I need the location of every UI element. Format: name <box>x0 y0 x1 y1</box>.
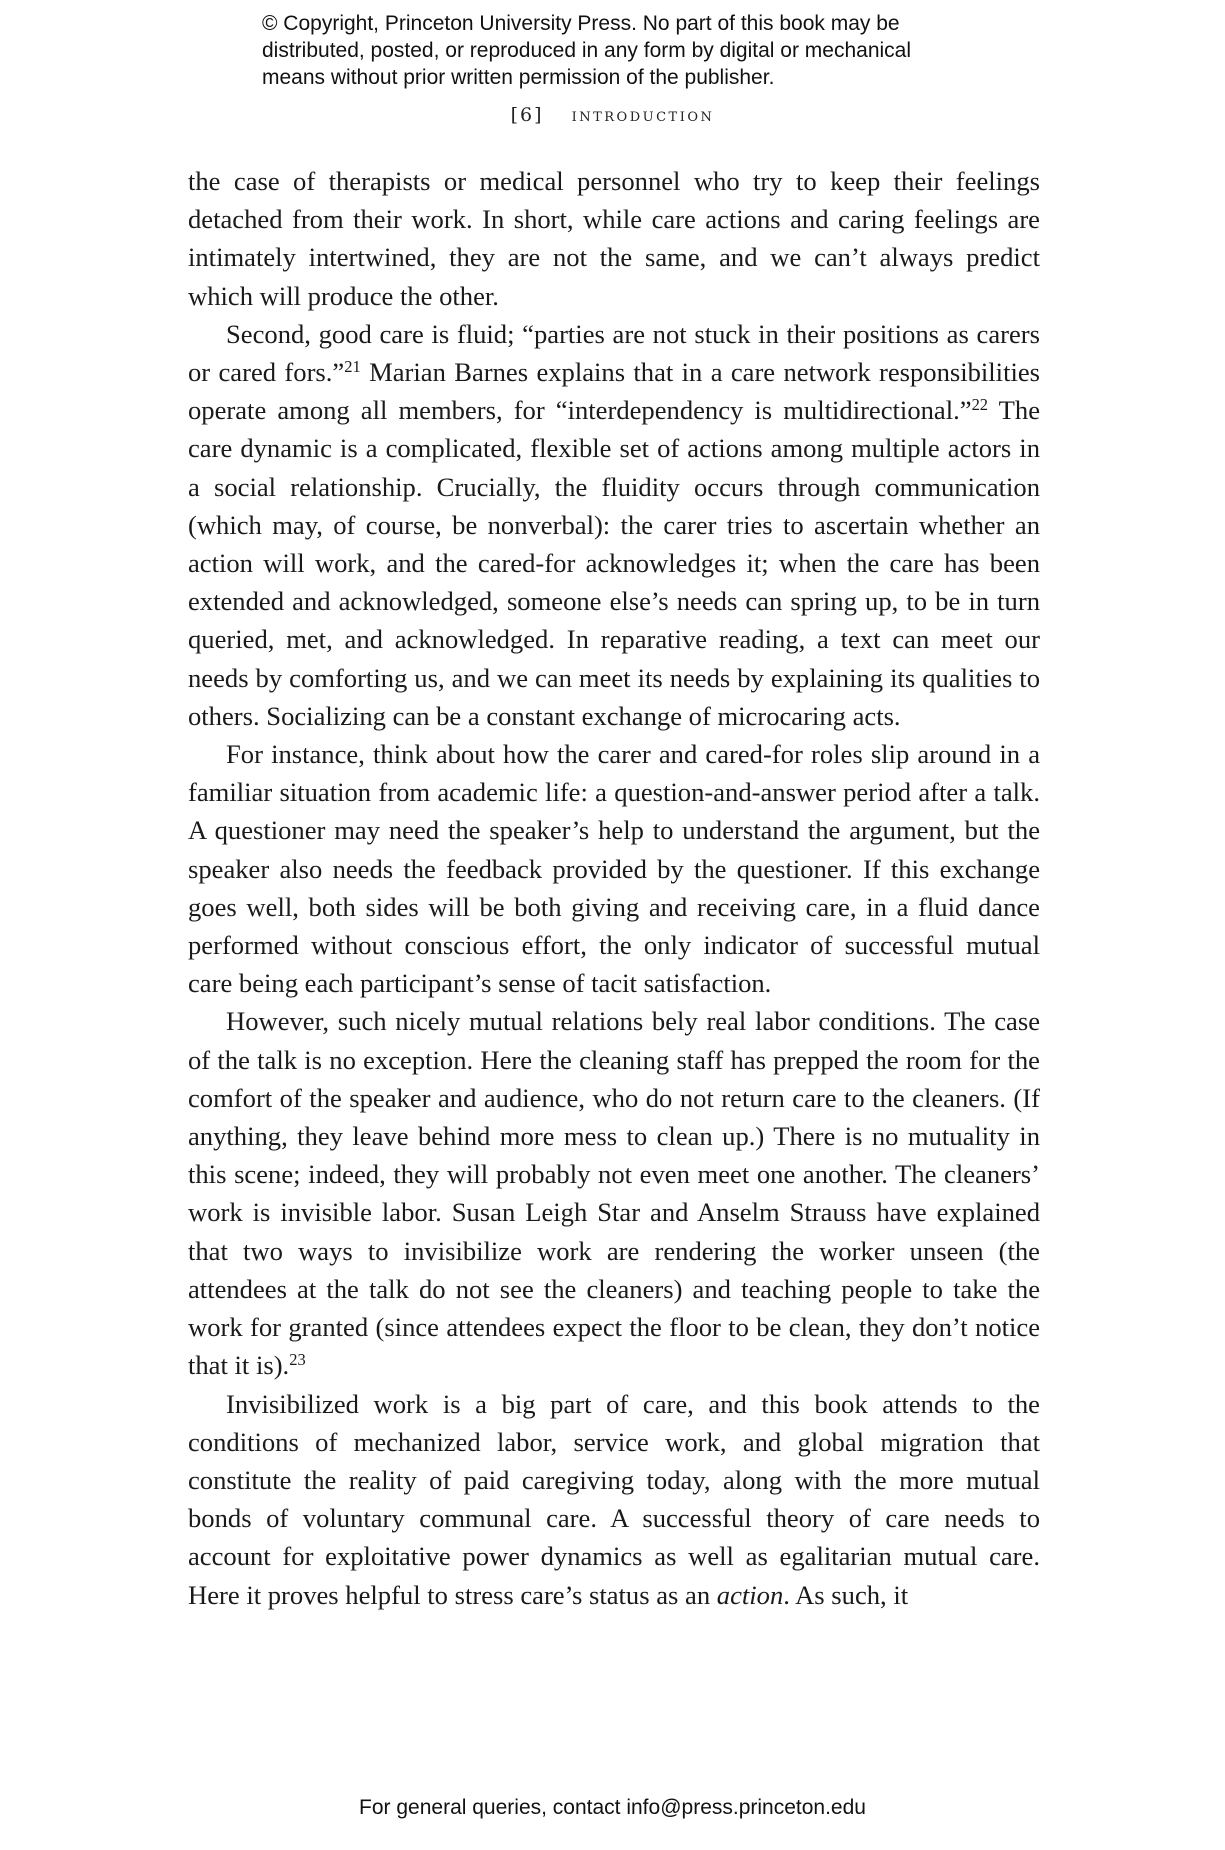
copyright-line: © Copyright, Princeton University Press. No part of this book may be <box>262 12 900 35</box>
page-number: [6] <box>510 104 544 126</box>
paragraph: the case of therapists or medical personnel who try to keep their feelings detached from their work. In short, while care actions and caring feelings are intimately intertwined, they are not the same, and we can’t always predict which will produce the other. <box>188 166 1040 311</box>
footer-contact: For general queries, contact info@press.princeton.edu <box>359 1796 866 1819</box>
text-run: The care dynamic is a complicated, flexible set of actions among multiple actors in a social relationship. Crucially, the fluidity occurs through communication (which may, of course, be nonverbal): the carer tries to ascertain whether an action will work, and the cared-for acknowledges it; when the care has been extended and acknowledged, someone else’s needs can spring up, to be in turn queried, met, and acknowledged. In reparative reading, a text can meet our needs by comforting us, and we can meet its needs by explaining its qualities to others. Socializing can be a constant exchange of microcaring acts. <box>188 395 1041 731</box>
emphasis: action <box>716 1579 784 1610</box>
text-run: However, such nicely mutual relations bely real labor conditions. The case of the talk is no exception. Here the cleaning staff has prepped the room for the comfort of the speaker and audience, who do not return care to the cleaners. (If anything, they leave behind more mess to clean up.) There is no mutuality in this scene; indeed, they will probably not even meet one another. The cleaners’ work is invisible labor. Susan Leigh Star and Anselm Strauss have explained that two ways to invisibilize work are rendering the worker unseen (the attendees at the talk do not see the cleaners) and teaching people to take the work for granted (since attendees expect the floor to be clean, they don’t notice that it is). <box>188 1006 1040 1381</box>
paragraph <box>188 1002 1040 1384</box>
copyright-line: means without prior written permission of the publisher. <box>262 66 775 89</box>
text-run: . As such, it <box>783 1579 909 1610</box>
footnote-marker: 23 <box>289 1350 306 1370</box>
copyright-line: distributed, posted, or reproduced in any form by digital or mechanical <box>262 39 912 62</box>
text-run: Invisibilized work is a big part of care, and this book attends to the conditions of mechanized labor, service work, and global migration that constitute the reality of paid caregiving today, along with the more mutual bonds of voluntary communal care. A successful theory of care needs to account for exploitative power dynamics as well as egalitarian mutual care. Here it proves helpful to stress care’s status as an <box>188 1388 1040 1610</box>
body-text <box>188 162 1040 1614</box>
footnote-marker: 22 <box>971 395 989 415</box>
running-head <box>0 104 1225 126</box>
text-run: Second, good care is fluid; “parties are not stuck in their positions as carers or cared fors.” <box>188 318 1040 388</box>
footnote-marker: 21 <box>344 356 361 376</box>
copyright-notice <box>262 10 1022 91</box>
paragraph: For instance, think about how the carer and cared-for roles slip around in a familiar situation from academic life: a question-and-answer period after a talk. A questioner may need the speaker’s help to understand the argument, but the speaker also needs the feedback provided by the questioner. If this exchange goes well, both sides will be both giving and receiving care, in a fluid dance performed without conscious effort, the only indicator of successful mutual care being each participant’s sense of tacit satisfaction. <box>188 739 1040 999</box>
section-title: introduction <box>571 104 715 126</box>
paragraph <box>188 315 1040 735</box>
paragraph <box>188 1385 1040 1614</box>
text-run: Marian Barnes explains that in a care network responsibilities operate among all members, for “interdependency is multidirectional.” <box>188 357 1040 426</box>
